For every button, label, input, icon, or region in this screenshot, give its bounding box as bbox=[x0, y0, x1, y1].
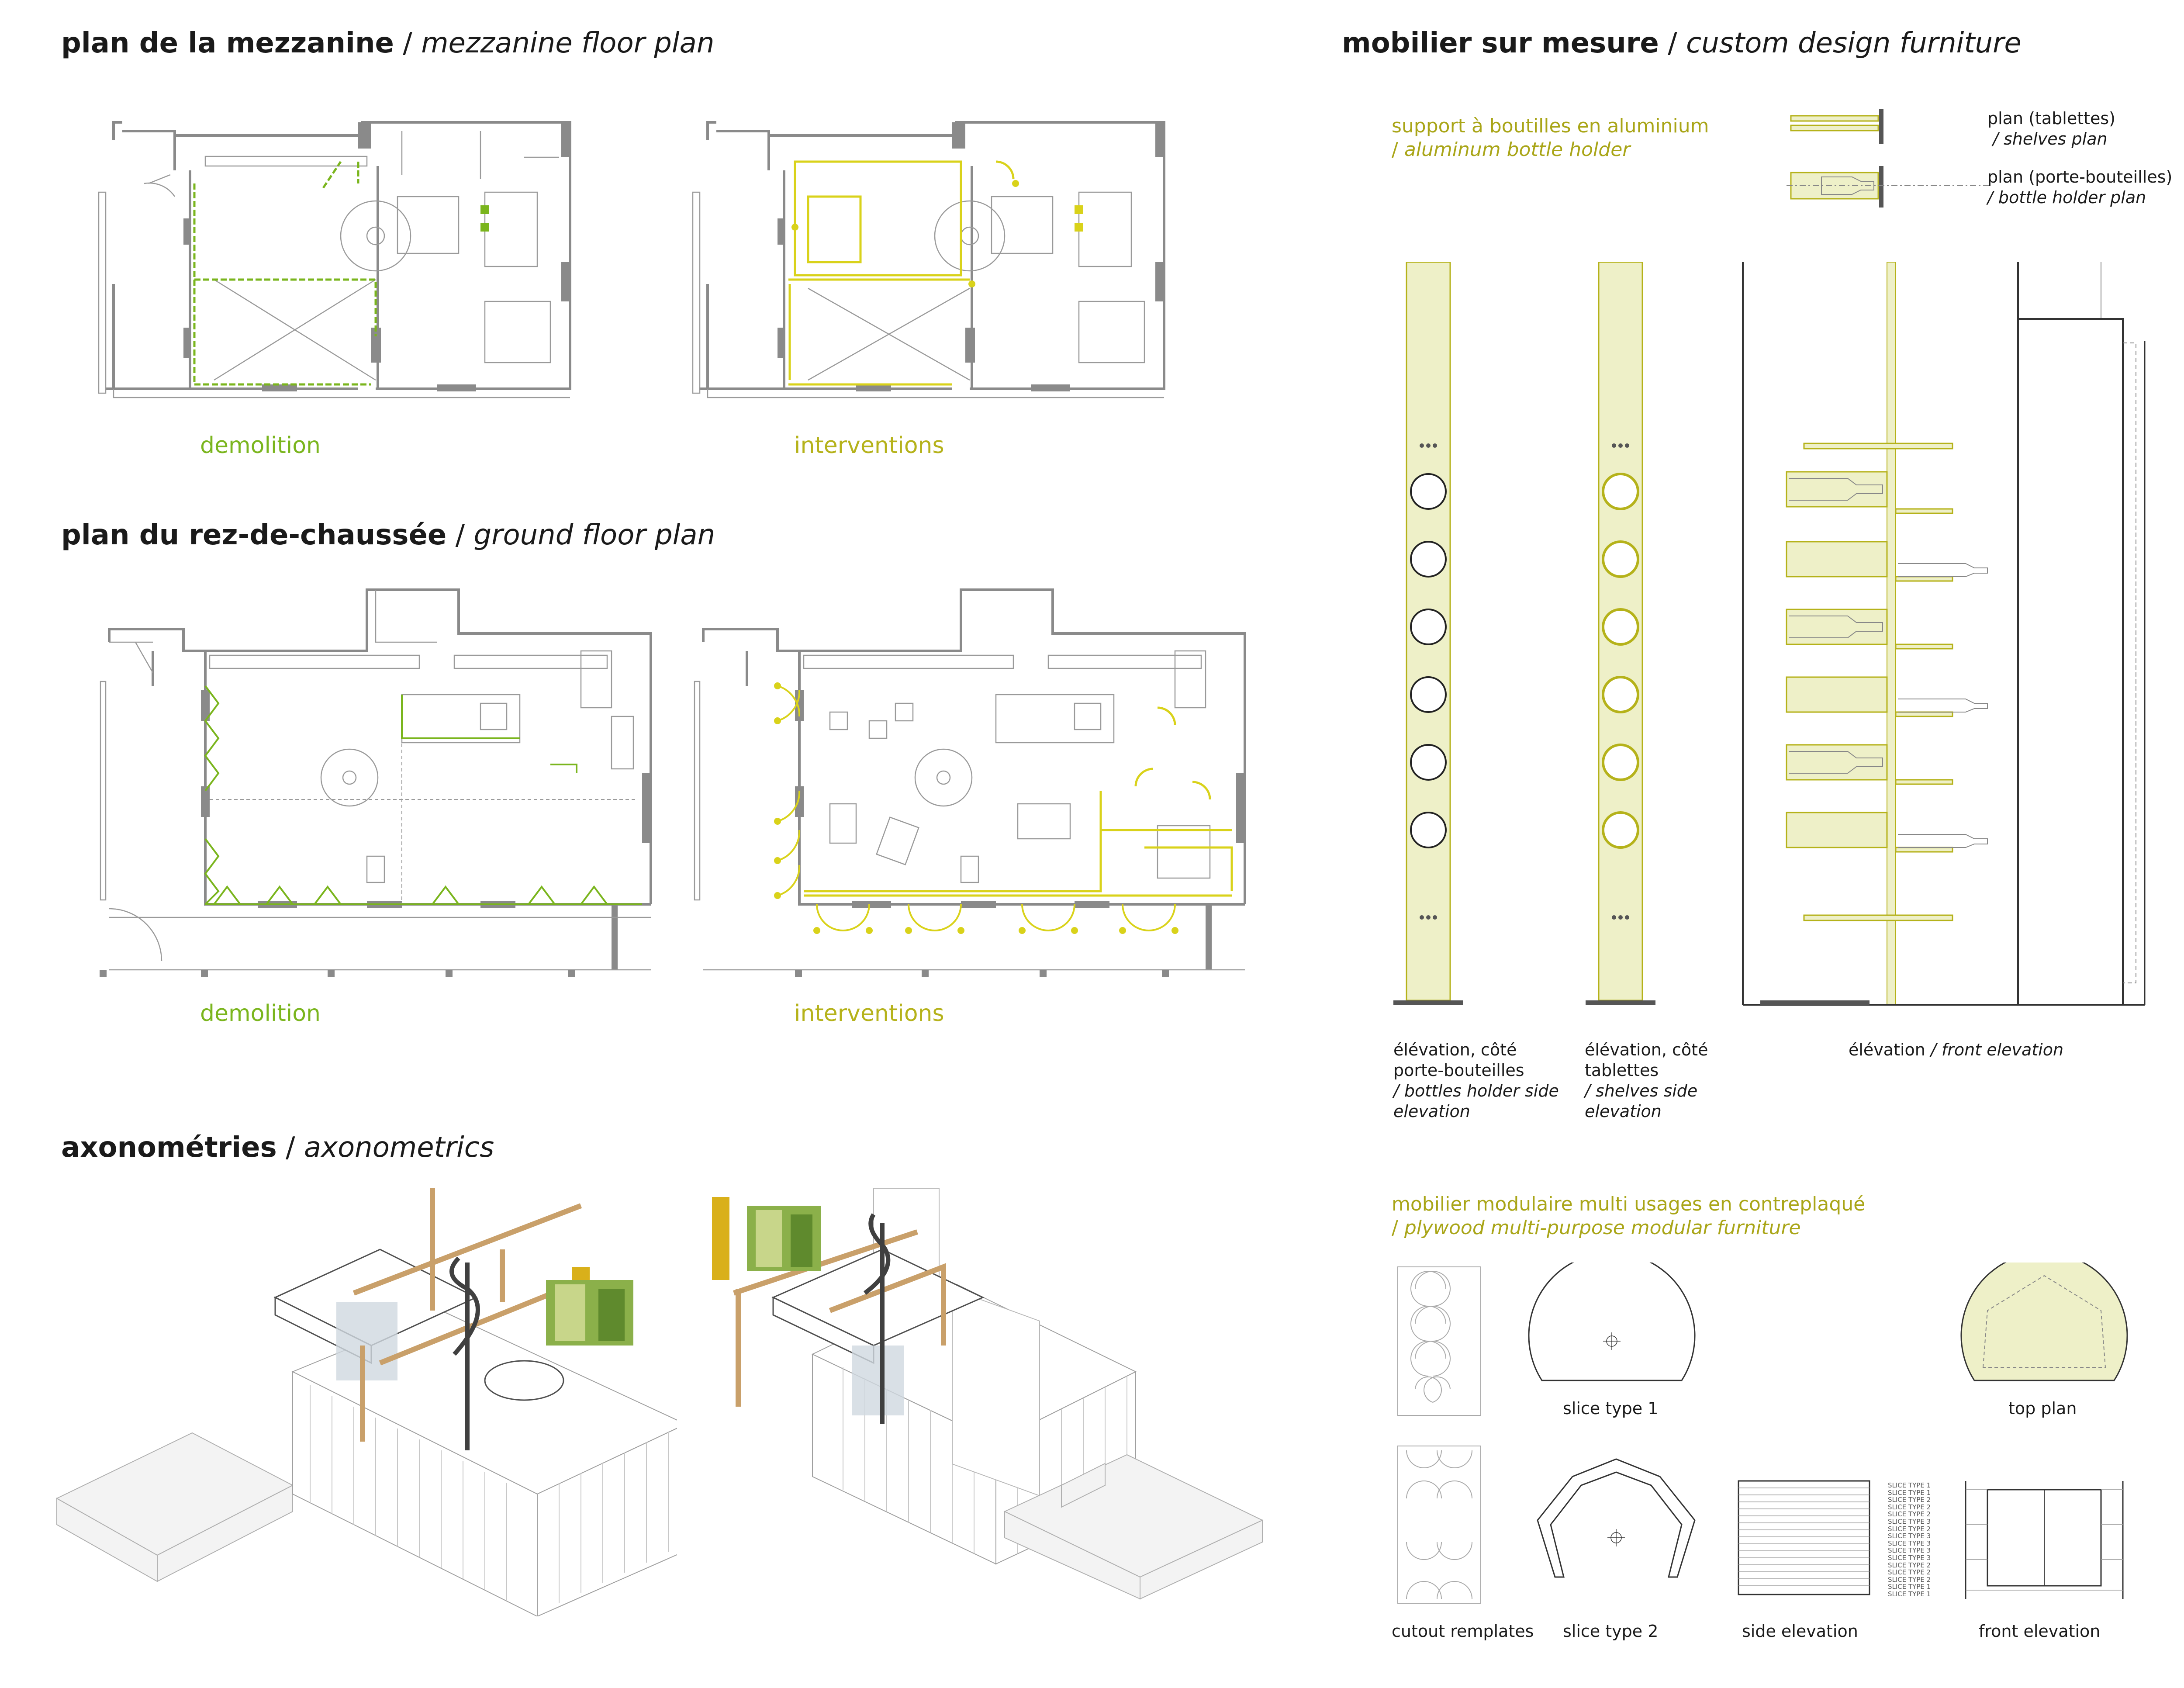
label-side-elevation: side elevation bbox=[1742, 1622, 1858, 1641]
legend-shelves-plan: plan (tablettes) / shelves plan bbox=[1987, 109, 2115, 149]
axonometric-1 bbox=[48, 1180, 677, 1616]
elevation-front bbox=[1743, 262, 2145, 1005]
slice-type-2 bbox=[1538, 1459, 1695, 1577]
caption-shelves-side: élévation, côté tablettes / shelves side elevation bbox=[1585, 1040, 1708, 1121]
slice-list-item: SLICE TYPE 1 bbox=[1888, 1481, 1931, 1489]
axonometrics-title: axonométries / axonometrics bbox=[61, 1131, 494, 1164]
front-elevation-drawing bbox=[1966, 1481, 2123, 1599]
slice-type-list bbox=[1888, 1482, 1945, 1600]
label-slice-type-2: slice type 2 bbox=[1563, 1622, 1659, 1641]
mezzanine-title: plan de la mezzanine / mezzanine floor plan bbox=[61, 27, 715, 59]
mezzanine-interventions-label: interventions bbox=[794, 432, 944, 459]
side-elevation-drawing bbox=[1738, 1481, 1870, 1595]
bottle-holder-elevations bbox=[1385, 262, 2153, 1018]
slice-list-item: SLICE TYPE 2 bbox=[1888, 1503, 1931, 1511]
elevation-bottles-side bbox=[1393, 262, 1463, 1005]
cutout-template-2 bbox=[1398, 1446, 1481, 1603]
elevation-shelves-side bbox=[1586, 262, 1655, 1005]
label-cutout-templates: cutout remplates bbox=[1392, 1622, 1534, 1641]
slice-list-item: SLICE TYPE 2 bbox=[1888, 1568, 1931, 1577]
slice-list-item: SLICE TYPE 1 bbox=[1888, 1583, 1931, 1591]
slice-list-item: SLICE TYPE 1 bbox=[1888, 1488, 1931, 1497]
label-slice-type-1: slice type 1 bbox=[1563, 1399, 1659, 1418]
slice-type-1 bbox=[1529, 1263, 1695, 1380]
mezzanine-demolition-label: demolition bbox=[200, 432, 321, 459]
label-front-elevation: front elevation bbox=[1979, 1622, 2101, 1641]
mezzanine-demolition-plan bbox=[96, 118, 594, 415]
ground-demolition-label: demolition bbox=[200, 1000, 321, 1027]
cutout-template-1 bbox=[1398, 1267, 1481, 1415]
modular-title: mobilier modulaire multi usages en contreplaqué / plywood multi-purpose modular furniture bbox=[1392, 1193, 1866, 1239]
caption-bottles-side: élévation, côté porte-bouteilles / bottles holder side elevation bbox=[1393, 1040, 1559, 1121]
slice-list-item: SLICE TYPE 3 bbox=[1888, 1539, 1931, 1547]
bottle-holder-title: support à boutilles en aluminium / aluminum bottle holder bbox=[1392, 115, 1709, 161]
legend-bottle-holder-plan: plan (porte-bouteilles) / bottle holder plan bbox=[1987, 167, 2173, 207]
slice-list-item: SLICE TYPE 2 bbox=[1888, 1496, 1931, 1504]
slice-list-item: SLICE TYPE 3 bbox=[1888, 1517, 1931, 1525]
ground-interventions-label: interventions bbox=[794, 1000, 944, 1027]
modular-drawings bbox=[1389, 1263, 2162, 1621]
ground-title: plan du rez-de-chaussée / ground floor plan bbox=[61, 519, 715, 551]
label-top-plan: top plan bbox=[2008, 1399, 2077, 1418]
bottle-holder-plan-legend bbox=[1787, 107, 1996, 212]
mezzanine-interventions-plan bbox=[690, 118, 1188, 415]
slice-list-item: SLICE TYPE 3 bbox=[1888, 1532, 1931, 1540]
slice-list-item: SLICE TYPE 2 bbox=[1888, 1525, 1931, 1533]
slice-list-item: SLICE TYPE 2 bbox=[1888, 1510, 1931, 1519]
slice-list-item: SLICE TYPE 3 bbox=[1888, 1553, 1931, 1562]
slice-list-item: SLICE TYPE 2 bbox=[1888, 1575, 1931, 1584]
ground-interventions-plan bbox=[690, 585, 1258, 979]
slice-list-item: SLICE TYPE 1 bbox=[1888, 1590, 1931, 1598]
furniture-title: mobilier sur mesure / custom design furniture bbox=[1342, 27, 2022, 59]
ground-demolition-plan bbox=[96, 585, 664, 979]
top-plan bbox=[1961, 1263, 2127, 1380]
axonometric-2 bbox=[699, 1180, 1310, 1616]
caption-front-elevation: élévation / front elevation bbox=[1849, 1040, 2064, 1059]
slice-list-item: SLICE TYPE 2 bbox=[1888, 1561, 1931, 1569]
slice-list-item: SLICE TYPE 3 bbox=[1888, 1546, 1931, 1555]
